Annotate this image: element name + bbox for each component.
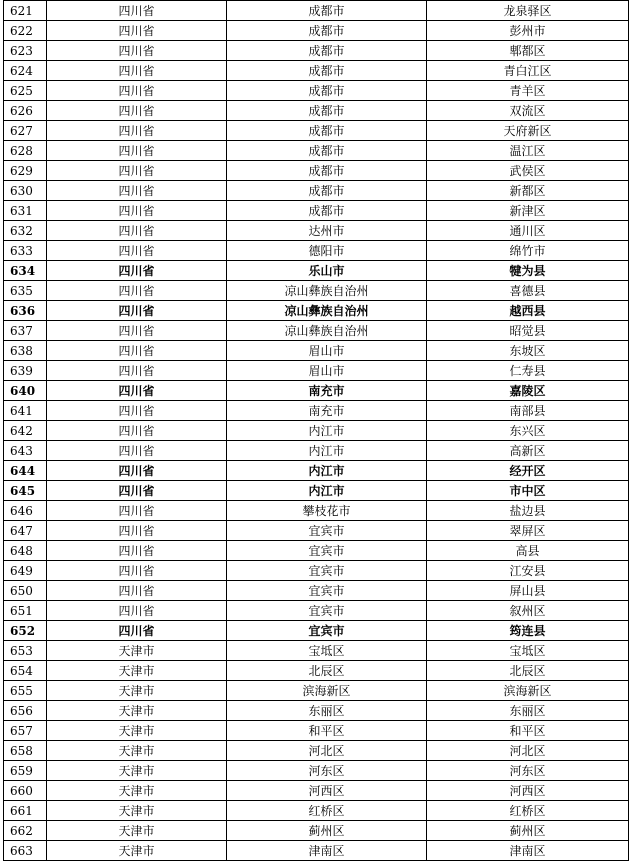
district-cell: 高县	[427, 541, 629, 561]
province-cell: 四川省	[47, 241, 227, 261]
table-row	[4, 341, 629, 361]
table-row	[4, 621, 629, 641]
district-cell: 屏山县	[427, 581, 629, 601]
district-cell: 郫都区	[427, 41, 629, 61]
table-row	[4, 201, 629, 221]
table-row	[4, 161, 629, 181]
district-cell: 东坡区	[427, 341, 629, 361]
city-cell: 成都市	[227, 41, 427, 61]
province-cell: 天津市	[47, 821, 227, 841]
row-index-cell: 655	[4, 681, 47, 701]
table-row	[4, 761, 629, 781]
province-cell: 天津市	[47, 841, 227, 861]
city-cell: 北辰区	[227, 661, 427, 681]
row-index-cell: 647	[4, 521, 47, 541]
district-cell: 新津区	[427, 201, 629, 221]
table-row	[4, 181, 629, 201]
city-cell: 滨海新区	[227, 681, 427, 701]
row-index-cell: 635	[4, 281, 47, 301]
city-cell: 眉山市	[227, 361, 427, 381]
table-row	[4, 1, 629, 21]
district-cell: 宝坻区	[427, 641, 629, 661]
row-index-cell: 641	[4, 401, 47, 421]
city-cell: 南充市	[227, 401, 427, 421]
city-cell: 宜宾市	[227, 521, 427, 541]
table-row	[4, 261, 629, 281]
district-cell: 筠连县	[427, 621, 629, 641]
city-cell: 河西区	[227, 781, 427, 801]
province-cell: 天津市	[47, 661, 227, 681]
table-row	[4, 141, 629, 161]
city-cell: 南充市	[227, 381, 427, 401]
city-cell: 成都市	[227, 1, 427, 21]
city-cell: 成都市	[227, 21, 427, 41]
table-row	[4, 441, 629, 461]
city-cell: 红桥区	[227, 801, 427, 821]
table-row	[4, 461, 629, 481]
row-index-cell: 661	[4, 801, 47, 821]
province-cell: 天津市	[47, 721, 227, 741]
row-index-cell: 631	[4, 201, 47, 221]
table-row	[4, 701, 629, 721]
district-cell: 盐边县	[427, 501, 629, 521]
table-row	[4, 301, 629, 321]
district-cell: 北辰区	[427, 661, 629, 681]
city-cell: 凉山彝族自治州	[227, 281, 427, 301]
city-cell: 凉山彝族自治州	[227, 301, 427, 321]
district-cell: 昭觉县	[427, 321, 629, 341]
table-row	[4, 541, 629, 561]
district-cell: 滨海新区	[427, 681, 629, 701]
row-index-cell: 653	[4, 641, 47, 661]
province-cell: 天津市	[47, 741, 227, 761]
table-row	[4, 821, 629, 841]
province-cell: 天津市	[47, 701, 227, 721]
province-cell: 四川省	[47, 201, 227, 221]
province-cell: 天津市	[47, 641, 227, 661]
table-row	[4, 721, 629, 741]
row-index-cell: 626	[4, 101, 47, 121]
table-row	[4, 421, 629, 441]
row-index-cell: 660	[4, 781, 47, 801]
district-cell: 龙泉驿区	[427, 1, 629, 21]
province-cell: 天津市	[47, 681, 227, 701]
province-cell: 四川省	[47, 381, 227, 401]
district-cell: 绵竹市	[427, 241, 629, 261]
table-row	[4, 61, 629, 81]
table-row	[4, 81, 629, 101]
table-row	[4, 661, 629, 681]
province-cell: 四川省	[47, 441, 227, 461]
city-cell: 宜宾市	[227, 601, 427, 621]
table-row	[4, 101, 629, 121]
district-cell: 河北区	[427, 741, 629, 761]
district-cell: 河西区	[427, 781, 629, 801]
district-cell: 和平区	[427, 721, 629, 741]
table-row	[4, 361, 629, 381]
table-body	[4, 1, 629, 861]
table-row	[4, 641, 629, 661]
province-cell: 四川省	[47, 561, 227, 581]
row-index-cell: 651	[4, 601, 47, 621]
province-cell: 四川省	[47, 161, 227, 181]
district-cell: 双流区	[427, 101, 629, 121]
district-cell: 犍为县	[427, 261, 629, 281]
row-index-cell: 622	[4, 21, 47, 41]
district-cell: 蓟州区	[427, 821, 629, 841]
city-cell: 攀枝花市	[227, 501, 427, 521]
row-index-cell: 642	[4, 421, 47, 441]
city-cell: 宜宾市	[227, 621, 427, 641]
province-cell: 四川省	[47, 401, 227, 421]
table-row	[4, 741, 629, 761]
row-index-cell: 633	[4, 241, 47, 261]
table-row	[4, 21, 629, 41]
province-cell: 四川省	[47, 601, 227, 621]
district-cell: 通川区	[427, 221, 629, 241]
province-cell: 四川省	[47, 141, 227, 161]
city-cell: 东丽区	[227, 701, 427, 721]
district-cell: 武侯区	[427, 161, 629, 181]
province-cell: 四川省	[47, 321, 227, 341]
city-cell: 乐山市	[227, 261, 427, 281]
district-cell: 嘉陵区	[427, 381, 629, 401]
province-cell: 四川省	[47, 541, 227, 561]
row-index-cell: 625	[4, 81, 47, 101]
district-cell: 天府新区	[427, 121, 629, 141]
province-cell: 四川省	[47, 61, 227, 81]
city-cell: 宝坻区	[227, 641, 427, 661]
province-cell: 天津市	[47, 761, 227, 781]
row-index-cell: 645	[4, 481, 47, 501]
table-row	[4, 601, 629, 621]
province-cell: 四川省	[47, 181, 227, 201]
province-cell: 四川省	[47, 301, 227, 321]
table-row	[4, 321, 629, 341]
province-cell: 四川省	[47, 121, 227, 141]
table-row	[4, 481, 629, 501]
region-table	[3, 0, 629, 861]
district-cell: 新都区	[427, 181, 629, 201]
table-row	[4, 221, 629, 241]
city-cell: 成都市	[227, 161, 427, 181]
row-index-cell: 640	[4, 381, 47, 401]
row-index-cell: 627	[4, 121, 47, 141]
district-cell: 越西县	[427, 301, 629, 321]
city-cell: 宜宾市	[227, 541, 427, 561]
city-cell: 成都市	[227, 61, 427, 81]
district-cell: 江安县	[427, 561, 629, 581]
table-row	[4, 561, 629, 581]
city-cell: 成都市	[227, 141, 427, 161]
table-row	[4, 801, 629, 821]
row-index-cell: 630	[4, 181, 47, 201]
province-cell: 四川省	[47, 21, 227, 41]
province-cell: 四川省	[47, 101, 227, 121]
province-cell: 天津市	[47, 781, 227, 801]
city-cell: 德阳市	[227, 241, 427, 261]
table-row	[4, 281, 629, 301]
district-cell: 青羊区	[427, 81, 629, 101]
district-cell: 南部县	[427, 401, 629, 421]
row-index-cell: 632	[4, 221, 47, 241]
province-cell: 四川省	[47, 421, 227, 441]
district-cell: 叙州区	[427, 601, 629, 621]
row-index-cell: 621	[4, 1, 47, 21]
province-cell: 四川省	[47, 261, 227, 281]
table-row	[4, 401, 629, 421]
district-cell: 经开区	[427, 461, 629, 481]
city-cell: 达州市	[227, 221, 427, 241]
table-row	[4, 241, 629, 261]
table-row	[4, 841, 629, 861]
city-cell: 河北区	[227, 741, 427, 761]
table-row	[4, 501, 629, 521]
row-index-cell: 629	[4, 161, 47, 181]
row-index-cell: 654	[4, 661, 47, 681]
province-cell: 四川省	[47, 621, 227, 641]
city-cell: 内江市	[227, 421, 427, 441]
city-cell: 内江市	[227, 481, 427, 501]
row-index-cell: 628	[4, 141, 47, 161]
row-index-cell: 637	[4, 321, 47, 341]
row-index-cell: 634	[4, 261, 47, 281]
province-cell: 四川省	[47, 461, 227, 481]
row-index-cell: 663	[4, 841, 47, 861]
table-row	[4, 381, 629, 401]
row-index-cell: 643	[4, 441, 47, 461]
district-cell: 津南区	[427, 841, 629, 861]
city-cell: 成都市	[227, 121, 427, 141]
district-cell: 青白江区	[427, 61, 629, 81]
province-cell: 四川省	[47, 501, 227, 521]
district-cell: 市中区	[427, 481, 629, 501]
city-cell: 成都市	[227, 101, 427, 121]
row-index-cell: 638	[4, 341, 47, 361]
district-cell: 翠屏区	[427, 521, 629, 541]
row-index-cell: 662	[4, 821, 47, 841]
row-index-cell: 659	[4, 761, 47, 781]
table-row	[4, 521, 629, 541]
table-row	[4, 681, 629, 701]
table-row	[4, 121, 629, 141]
table-row	[4, 581, 629, 601]
city-cell: 河东区	[227, 761, 427, 781]
row-index-cell: 646	[4, 501, 47, 521]
province-cell: 四川省	[47, 481, 227, 501]
row-index-cell: 648	[4, 541, 47, 561]
row-index-cell: 656	[4, 701, 47, 721]
table-row	[4, 41, 629, 61]
row-index-cell: 644	[4, 461, 47, 481]
province-cell: 四川省	[47, 361, 227, 381]
city-cell: 内江市	[227, 441, 427, 461]
city-cell: 成都市	[227, 201, 427, 221]
row-index-cell: 652	[4, 621, 47, 641]
city-cell: 眉山市	[227, 341, 427, 361]
city-cell: 津南区	[227, 841, 427, 861]
province-cell: 四川省	[47, 41, 227, 61]
row-index-cell: 639	[4, 361, 47, 381]
province-cell: 四川省	[47, 221, 227, 241]
city-cell: 凉山彝族自治州	[227, 321, 427, 341]
row-index-cell: 650	[4, 581, 47, 601]
province-cell: 四川省	[47, 1, 227, 21]
district-cell: 温江区	[427, 141, 629, 161]
row-index-cell: 657	[4, 721, 47, 741]
district-cell: 高新区	[427, 441, 629, 461]
district-cell: 河东区	[427, 761, 629, 781]
province-cell: 四川省	[47, 281, 227, 301]
row-index-cell: 658	[4, 741, 47, 761]
city-cell: 宜宾市	[227, 581, 427, 601]
province-cell: 四川省	[47, 581, 227, 601]
city-cell: 蓟州区	[227, 821, 427, 841]
row-index-cell: 623	[4, 41, 47, 61]
district-cell: 东丽区	[427, 701, 629, 721]
province-cell: 四川省	[47, 81, 227, 101]
table-row	[4, 781, 629, 801]
province-cell: 天津市	[47, 801, 227, 821]
city-cell: 内江市	[227, 461, 427, 481]
city-cell: 宜宾市	[227, 561, 427, 581]
row-index-cell: 636	[4, 301, 47, 321]
row-index-cell: 624	[4, 61, 47, 81]
district-cell: 喜德县	[427, 281, 629, 301]
district-cell: 仁寿县	[427, 361, 629, 381]
district-cell: 红桥区	[427, 801, 629, 821]
district-cell: 彭州市	[427, 21, 629, 41]
district-cell: 东兴区	[427, 421, 629, 441]
city-cell: 和平区	[227, 721, 427, 741]
province-cell: 四川省	[47, 521, 227, 541]
row-index-cell: 649	[4, 561, 47, 581]
province-cell: 四川省	[47, 341, 227, 361]
city-cell: 成都市	[227, 181, 427, 201]
city-cell: 成都市	[227, 81, 427, 101]
